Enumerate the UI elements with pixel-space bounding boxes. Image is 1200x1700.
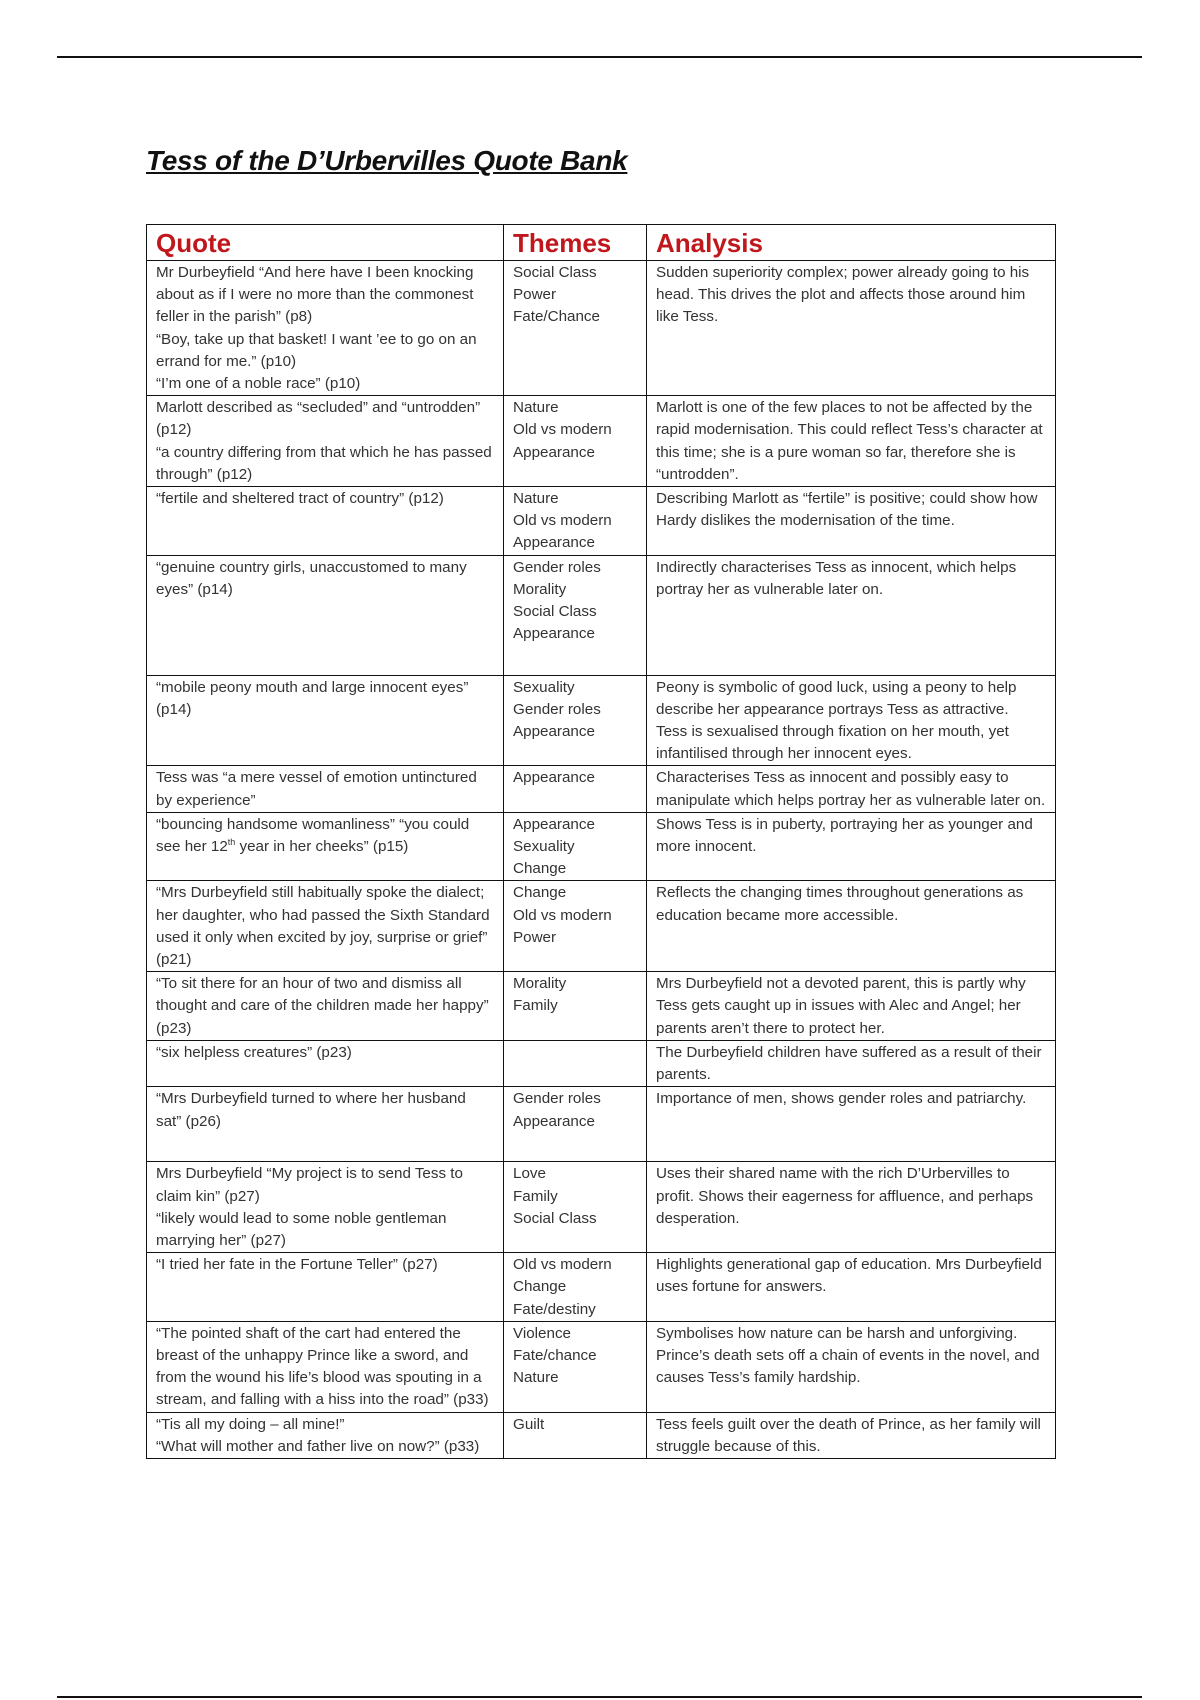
analysis-text: The Durbeyfield children have suffered as a result of their parents.	[656, 1043, 1042, 1084]
theme: Guilt	[513, 1415, 545, 1433]
theme: Gender roles	[513, 558, 601, 576]
table-row	[147, 1412, 1056, 1458]
quote-cell	[147, 1040, 504, 1086]
theme: Fate/Chance	[513, 308, 600, 326]
quote-text: year in her cheeks” (p15)	[235, 838, 409, 856]
quote-cell	[147, 972, 504, 1041]
themes-cell	[504, 766, 647, 812]
themes-cell	[504, 1253, 647, 1322]
quote-line: Marlott described as “secluded” and “untrodden” (p12)	[156, 399, 481, 439]
analysis-cell	[647, 1412, 1056, 1458]
analysis-text: Tess feels guilt over the death of Prince, as her family will struggle because of this.	[656, 1415, 1041, 1455]
quote-cell	[147, 1162, 504, 1253]
themes-cell	[504, 675, 647, 766]
themes-cell	[504, 812, 647, 881]
analysis-text: Reflects the changing times throughout generations as education became more accessible.	[656, 884, 1024, 924]
theme: Sexuality	[513, 678, 575, 696]
analysis-cell	[647, 396, 1056, 487]
quote-cell	[147, 675, 504, 766]
analysis-text: Characterises Tess as innocent and possibly easy to manipulate which helps portray her as vulnerable later on.	[656, 769, 1046, 809]
themes-cell	[504, 487, 647, 556]
quote-line: “fertile and sheltered tract of country” (p12)	[156, 490, 444, 508]
theme: Old vs modern	[513, 1256, 612, 1274]
themes-cell	[504, 1321, 647, 1412]
theme: Change	[513, 1278, 567, 1296]
theme: Appearance	[513, 625, 595, 643]
themes-cell	[504, 1087, 647, 1162]
analysis-cell	[647, 261, 1056, 396]
analysis-text: Symbolises how nature can be harsh and unforgiving. Prince’s death sets off a chain of events in the novel, and causes Tess’s family hardship.	[656, 1324, 1040, 1387]
theme: Social Class	[513, 603, 597, 621]
theme: Nature	[513, 399, 559, 417]
quote-line: “Tis all my doing – all mine!”	[156, 1415, 345, 1433]
theme: Appearance	[513, 769, 595, 787]
quote-line: Tess was “a mere vessel of emotion untinctured by experience”	[156, 769, 477, 809]
quote-line: “What will mother and father live on now?” (p33)	[156, 1437, 480, 1455]
theme: Fate/destiny	[513, 1300, 596, 1318]
table-row	[147, 1162, 1056, 1253]
analysis-text: Marlott is one of the few places to not be affected by the rapid modernisation. This could reflect Tess’s character at this time; she is a pure woman so far, therefore she is “untrodden”.	[656, 399, 1043, 483]
table-row	[147, 1040, 1056, 1086]
quote-line: “likely would lead to some noble gentleman marrying her” (p27)	[156, 1209, 447, 1249]
table-row	[147, 396, 1056, 487]
table-row	[147, 766, 1056, 812]
themes-cell	[504, 1162, 647, 1253]
quote-line: “Mrs Durbeyfield still habitually spoke the dialect; her daughter, who had passed the Sixth Standard used it only when excited by joy, surprise or grief” (p21)	[156, 884, 490, 969]
table-row	[147, 881, 1056, 972]
analysis-cell	[647, 1321, 1056, 1412]
quote-line: “Boy, take up that basket! I want ’ee to go on an errand for me.” (p10)	[156, 330, 477, 370]
analysis-text: Sudden superiority complex; power already going to his head. This drives the plot and affects those around him like Tess.	[656, 264, 1030, 326]
header-rule	[57, 56, 1142, 58]
quote-column-header: Quote	[147, 225, 504, 261]
analysis-text: Importance of men, shows gender roles and patriarchy.	[656, 1090, 1027, 1108]
themes-cell	[504, 1412, 647, 1458]
theme: Social Class	[513, 264, 597, 281]
analysis-cell	[647, 555, 1056, 675]
table-row	[147, 487, 1056, 556]
analysis-cell	[647, 675, 1056, 766]
theme: Family	[513, 1187, 558, 1205]
theme: Love	[513, 1165, 546, 1183]
theme: Gender roles	[513, 700, 601, 718]
analysis-text: Tess is sexualised through fixation on her mouth, yet infantilised through her innocent eyes.	[656, 723, 1009, 763]
quote-cell	[147, 766, 504, 812]
quote-cell	[147, 261, 504, 396]
table-row	[147, 675, 1056, 766]
table-row	[147, 555, 1056, 675]
quote-line: Mrs Durbeyfield “My project is to send Tess to claim kin” (p27)	[156, 1165, 463, 1205]
analysis-cell	[647, 766, 1056, 812]
analysis-cell	[647, 1087, 1056, 1162]
quote-table	[146, 224, 1056, 1459]
themes-cell	[504, 396, 647, 487]
theme: Power	[513, 286, 557, 304]
theme: Appearance	[513, 1112, 595, 1130]
quote-line: “six helpless creatures” (p23)	[156, 1043, 352, 1061]
theme: Old vs modern	[513, 512, 612, 530]
table-row	[147, 1087, 1056, 1162]
theme: Nature	[513, 1369, 559, 1387]
quote-cell	[147, 1253, 504, 1322]
analysis-cell	[647, 1253, 1056, 1322]
theme: Change	[513, 860, 567, 878]
quote-cell	[147, 1321, 504, 1412]
analysis-cell	[647, 487, 1056, 556]
quote-line: “mobile peony mouth and large innocent eyes” (p14)	[156, 678, 469, 718]
quote-line: “a country differing from that which he has passed through” (p12)	[156, 443, 492, 483]
theme: Family	[513, 997, 558, 1015]
quote-cell	[147, 1087, 504, 1162]
analysis-text: Peony is symbolic of good luck, using a peony to help describe her appearance portrays Tess as attractive.	[656, 678, 1017, 718]
themes-cell	[504, 972, 647, 1041]
footer-rule	[57, 1696, 1142, 1698]
theme: Gender roles	[513, 1090, 601, 1108]
theme: Sexuality	[513, 838, 575, 856]
quote-line: “genuine country girls, unaccustomed to many eyes” (p14)	[156, 558, 467, 598]
table-row	[147, 261, 1056, 396]
themes-cell	[504, 1040, 647, 1086]
ordinal-suffix: th	[227, 837, 236, 847]
analysis-cell	[647, 881, 1056, 972]
theme: Appearance	[513, 443, 595, 461]
table-row	[147, 812, 1056, 881]
analysis-text: Uses their shared name with the rich D’Urbervilles to profit. Shows their eagerness for affluence, and perhaps desperation.	[656, 1165, 1034, 1227]
quote-cell	[147, 881, 504, 972]
analysis-text: Describing Marlott as “fertile” is positive; could show how Hardy dislikes the modernisation of the time.	[656, 490, 1038, 530]
quote-line	[156, 814, 494, 858]
themes-cell	[504, 555, 647, 675]
theme: Morality	[513, 975, 567, 993]
theme: Appearance	[513, 723, 595, 741]
quote-line: “The pointed shaft of the cart had entered the breast of the unhappy Prince like a sword, and from the wound his life’s blood was spouting in a stream, and falling with a hiss into the road” (p33)	[156, 1324, 489, 1409]
table-header-row	[147, 225, 1056, 261]
theme: Old vs modern	[513, 906, 612, 924]
quote-cell	[147, 812, 504, 881]
analysis-text: Mrs Durbeyfield not a devoted parent, this is partly why Tess gets caught up in issues with Alec and Angel; her parents aren’t there to protect her.	[656, 975, 1026, 1037]
analysis-cell	[647, 972, 1056, 1041]
table-row	[147, 972, 1056, 1041]
quote-line: “I’m one of a noble race” (p10)	[156, 375, 361, 393]
quote-cell	[147, 396, 504, 487]
quote-cell	[147, 555, 504, 675]
theme: Appearance	[513, 534, 595, 552]
quote-line: “To sit there for an hour of two and dismiss all thought and care of the children made her happy” (p23)	[156, 975, 489, 1037]
analysis-cell	[647, 812, 1056, 881]
table-row	[147, 1321, 1056, 1412]
analysis-text: Shows Tess is in puberty, portraying her as younger and more innocent.	[656, 815, 1033, 856]
analysis-column-header: Analysis	[647, 225, 1056, 261]
theme: Power	[513, 928, 557, 946]
quote-cell	[147, 487, 504, 556]
analysis-text: Highlights generational gap of education. Mrs Durbeyfield uses fortune for answers.	[656, 1256, 1042, 1296]
quote-line: Mr Durbeyfield “And here have I been knocking about as if I were no more than the commonest feller in the parish” (p8)	[156, 264, 474, 326]
themes-column-header: Themes	[504, 225, 647, 261]
theme: Nature	[513, 490, 559, 508]
analysis-cell	[647, 1040, 1056, 1086]
themes-cell	[504, 261, 647, 396]
analysis-cell	[647, 1162, 1056, 1253]
theme: Violence	[513, 1324, 571, 1342]
quote-line: “Mrs Durbeyfield turned to where her husband sat” (p26)	[156, 1090, 466, 1130]
theme: Fate/chance	[513, 1346, 597, 1364]
theme: Change	[513, 884, 567, 902]
analysis-text: Indirectly characterises Tess as innocent, which helps portray her as vulnerable later on.	[656, 558, 1017, 598]
quote-text: “bouncing handsome womanliness” “you could see her 12	[156, 815, 470, 856]
theme: Old vs modern	[513, 421, 612, 439]
page-title: Tess of the D’Urbervilles Quote Bank	[146, 145, 628, 176]
theme: Morality	[513, 580, 567, 598]
quote-line: “I tried her fate in the Fortune Teller” (p27)	[156, 1256, 438, 1274]
theme: Social Class	[513, 1209, 597, 1227]
theme: Appearance	[513, 815, 595, 833]
quote-cell	[147, 1412, 504, 1458]
themes-cell	[504, 881, 647, 972]
table-row	[147, 1253, 1056, 1322]
